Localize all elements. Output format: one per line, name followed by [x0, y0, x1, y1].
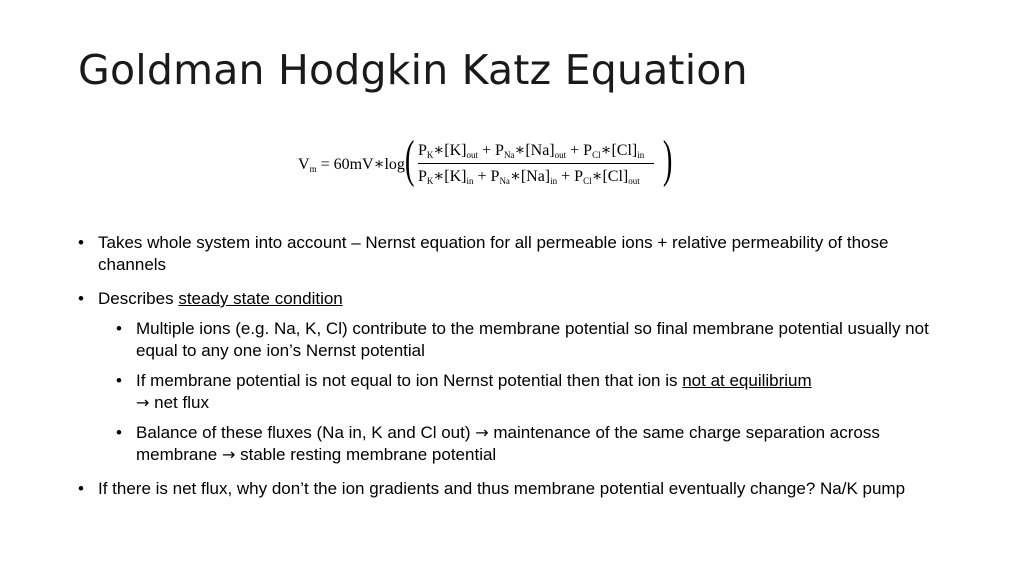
- sub-bullet-item-1: [78, 318, 958, 362]
- underlined-term: steady state condition: [178, 289, 343, 308]
- underlined-term: not at equilibrium: [682, 371, 812, 390]
- bullet-text: Multiple ions (e.g. Na, K, Cl) contribute to the membrane potential so final membrane potential usually not equal to any one ion’s Nernst potential: [136, 319, 929, 360]
- bullet-text: Takes whole system into account – Nernst equation for all permeable ions + relative permeability of those channels: [98, 233, 889, 274]
- bullet-dot: •: [78, 289, 84, 308]
- arrow-right-icon: →: [136, 393, 150, 412]
- bullet-text-suffix: net flux: [149, 393, 209, 412]
- slide-title: Goldman Hodgkin Katz Equation: [78, 46, 748, 94]
- left-parenthesis: (: [404, 131, 415, 188]
- sub-bullet-item-2: [78, 370, 958, 414]
- bullet-item-1: [78, 232, 958, 276]
- bullet-text-part2: maintenance of the same charge separation across membrane: [136, 423, 880, 464]
- ghk-equation: [298, 131, 678, 196]
- equation-fraction: [418, 140, 658, 188]
- fraction-bar: [418, 163, 654, 164]
- equation-denominator: $P_K∗[K]_{in}$ + $P_{Na}∗[Na]_{in}$ + $P_{Cl}∗[Cl]_{out}$: [418, 168, 640, 186]
- equation-lhs: $V_m$ = 60mV∗log: [298, 156, 405, 174]
- sub-bullet-item-3: [78, 422, 958, 466]
- bullet-dot: •: [116, 319, 122, 338]
- bullet-dot: •: [116, 371, 122, 390]
- bullet-text: If there is net flux, why don’t the ion gradients and thus membrane potential eventually change? Na/K pump: [98, 479, 906, 498]
- right-parenthesis: ): [662, 131, 673, 188]
- bullet-text-prefix: Describes: [98, 289, 179, 308]
- bullet-text-part1: Balance of these fluxes (Na in, K and Cl out): [136, 423, 476, 442]
- bullet-item-2: [78, 288, 958, 310]
- bullet-dot: •: [78, 479, 84, 498]
- arrow-right-icon: →: [475, 423, 489, 442]
- bullet-dot: •: [78, 233, 84, 252]
- equation-numerator: $P_K∗[K]_{out}$ + $P_{Na}∗[Na]_{out}$ + $P_{Cl}∗[Cl]_{in}$: [418, 142, 645, 160]
- bullet-list: [78, 232, 958, 512]
- bullet-item-3: [78, 478, 958, 500]
- arrow-right-icon: →: [221, 445, 236, 464]
- bullet-dot: •: [116, 423, 122, 442]
- bullet-text-prefix: If membrane potential is not equal to ion Nernst potential then that ion is: [136, 371, 683, 390]
- bullet-text-part3: stable resting membrane potential: [235, 445, 497, 464]
